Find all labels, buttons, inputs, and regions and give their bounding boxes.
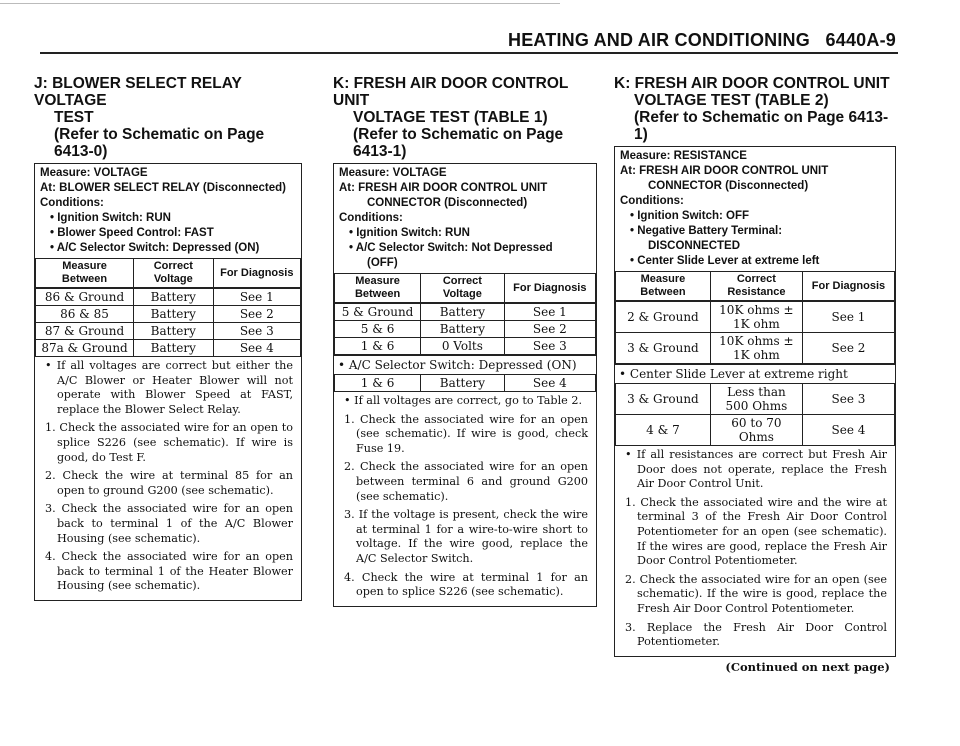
note-paragraph: • If all voltages are correct but either the A/C Blower or Heater Blower will not operate with Blower Speed at FAST, replace the Blower Select Relay. xyxy=(45,359,293,416)
note-paragraph: 2. Check the associated wire for an open between terminal 6 and ground G200 (see schematic). xyxy=(344,460,588,503)
table-row xyxy=(616,333,895,364)
section-k2-measure-block xyxy=(615,147,895,271)
measure-line: At: BLOWER SELECT RELAY (Disconnected) xyxy=(40,182,286,194)
section-k1-table-2 xyxy=(334,374,596,392)
measure-line: At: FRESH AIR DOOR CONTROL UNIT xyxy=(339,182,548,194)
note-paragraph: 3. Replace the Fresh Air Door Control Potentiometer. xyxy=(625,620,887,649)
table-cell: 1 & 6 xyxy=(335,375,421,392)
section-k1 xyxy=(333,75,597,607)
measure-line: • A/C Selector Switch: Depressed (ON) xyxy=(50,242,260,254)
table-cell: Battery xyxy=(421,321,505,338)
section-j-title xyxy=(34,75,302,160)
section-k2-condition: • Center Slide Lever at extreme right xyxy=(615,364,895,383)
section-k2-box xyxy=(614,146,896,657)
table-cell: 1 & 6 xyxy=(335,338,421,355)
table-cell: 87a & Ground xyxy=(36,340,134,357)
table-cell: See 1 xyxy=(504,303,595,321)
measure-line: • Blower Speed Control: FAST xyxy=(50,227,214,239)
note-paragraph: • If all voltages are correct, go to Table 2. xyxy=(344,394,583,407)
note-paragraph: 1. Check the associated wire and the wire at terminal 3 of the Fresh Air Door Control Potentiometer for an open (see schematic). If the wires are good, replace the Fresh Air Door Control Potentiometer. xyxy=(625,495,887,568)
table-row xyxy=(36,306,301,323)
header-rule xyxy=(40,52,898,54)
table-row xyxy=(335,303,596,321)
measure-line: CONNECTOR (Disconnected) xyxy=(367,197,528,209)
table-row xyxy=(616,384,895,415)
table-cell: Less than 500 Ohms xyxy=(710,384,802,415)
table-cell: See 4 xyxy=(213,340,300,357)
table-cell: 3 & Ground xyxy=(616,384,711,415)
table-row xyxy=(36,288,301,306)
measure-line: • Ignition Switch: RUN xyxy=(349,227,470,239)
measure-line: CONNECTOR (Disconnected) xyxy=(648,180,809,192)
measure-line: DISCONNECTED xyxy=(648,240,741,252)
measure-line: • Center Slide Lever at extreme left xyxy=(630,255,820,267)
section-k1-title xyxy=(333,75,597,160)
table-cell: 60 to 70 Ohms xyxy=(710,415,802,446)
section-k2-table xyxy=(615,271,895,364)
measure-line: Conditions: xyxy=(40,197,104,209)
table-row xyxy=(616,301,895,333)
section-k1-title-line: K: FRESH AIR DOOR CONTROL UNIT xyxy=(333,75,569,109)
section-j-title-line: TEST xyxy=(54,109,94,126)
table-row xyxy=(36,340,301,357)
note-paragraph: 3. Check the associated wire for an open back to terminal 1 of the A/C Blower Housing (see schematic). xyxy=(45,502,293,545)
table-header: Measure Between xyxy=(616,272,711,302)
table-header: For Diagnosis xyxy=(213,259,300,289)
table-cell: See 4 xyxy=(802,415,894,446)
note-paragraph: 4. Check the associated wire for an open back to terminal 1 of the Heater Blower Housing (see schematic). xyxy=(45,550,293,593)
table-cell: 5 & Ground xyxy=(335,303,421,321)
section-k1-notes xyxy=(334,392,596,606)
section-j-table xyxy=(35,258,301,357)
table-cell: Battery xyxy=(134,288,214,306)
section-k2-title-line: K: FRESH AIR DOOR CONTROL UNIT xyxy=(614,75,890,92)
table-cell: 4 & 7 xyxy=(616,415,711,446)
table-cell: See 1 xyxy=(802,301,894,333)
page-title: HEATING AND AIR CONDITIONING 6440A-9 xyxy=(508,30,896,50)
table-header: Measure Between xyxy=(36,259,134,289)
table-row xyxy=(335,321,596,338)
table-cell: 2 & Ground xyxy=(616,301,711,333)
table-cell: See 2 xyxy=(213,306,300,323)
table-cell: 86 & 85 xyxy=(36,306,134,323)
section-k2-notes xyxy=(615,446,895,656)
table-cell: See 3 xyxy=(802,384,894,415)
note-paragraph: 1. Check the associated wire for an open (see schematic). If wire is good, check Fuse 19. xyxy=(344,412,588,455)
note-paragraph: • If all resistances are correct but Fresh Air Door does not operate, replace the Fresh Air Door Control Unit. xyxy=(625,448,887,491)
section-j-notes xyxy=(35,357,301,600)
table-row xyxy=(335,338,596,355)
note-paragraph: 2. Check the associated wire for an open (see schematic). If the wire is good, replace the Fresh Air Door Control Potentiometer. xyxy=(625,572,887,615)
continued-note: (Continued on next page) xyxy=(725,659,890,674)
section-k2-title-line: VOLTAGE TEST (TABLE 2) xyxy=(634,92,829,109)
table-cell: Battery xyxy=(134,340,214,357)
table-cell: Battery xyxy=(134,306,214,323)
table-cell: 10K ohms ± 1K ohm xyxy=(710,301,802,333)
measure-line: • A/C Selector Switch: Not Depressed xyxy=(349,242,553,254)
section-j-title-line: (Refer to Schematic on Page 6413-0) xyxy=(54,126,265,160)
table-row xyxy=(335,375,596,392)
scan-artifact-line xyxy=(0,3,560,4)
section-k1-title-line: (Refer to Schematic on Page 6413-1) xyxy=(353,126,564,160)
section-j-measure-block xyxy=(35,164,301,258)
page-header xyxy=(0,0,960,60)
measure-line: • Ignition Switch: OFF xyxy=(630,210,750,222)
measure-line: (OFF) xyxy=(367,257,398,269)
table-header: For Diagnosis xyxy=(802,272,894,302)
measure-line: Conditions: xyxy=(339,212,403,224)
table-cell: See 2 xyxy=(504,321,595,338)
section-k1-measure-block xyxy=(334,164,596,273)
section-k2-title xyxy=(614,75,896,143)
note-paragraph: 2. Check the wire at terminal 85 for an open to ground G200 (see schematic). xyxy=(45,469,293,497)
table-cell: 10K ohms ± 1K ohm xyxy=(710,333,802,364)
section-k2-table-2 xyxy=(615,383,895,446)
table-cell: See 1 xyxy=(213,288,300,306)
measure-line: • Negative Battery Terminal: xyxy=(630,225,783,237)
measure-line: Measure: RESISTANCE xyxy=(620,150,747,162)
note-paragraph: 3. If the voltage is present, check the wire at terminal 1 for a wire-to-wire short to voltage. If the wire good, replace the A/C Selector Switch. xyxy=(344,508,588,565)
table-cell: 5 & 6 xyxy=(335,321,421,338)
section-k1-condition: • A/C Selector Switch: Depressed (ON) xyxy=(334,355,596,374)
table-header: Correct Resistance xyxy=(710,272,802,302)
table-cell: 0 Volts xyxy=(421,338,505,355)
table-row xyxy=(616,415,895,446)
table-cell: 86 & Ground xyxy=(36,288,134,306)
table-header: Correct Voltage xyxy=(134,259,214,289)
measure-line: • Ignition Switch: RUN xyxy=(50,212,171,224)
table-cell: See 2 xyxy=(802,333,894,364)
section-k2 xyxy=(614,75,896,674)
section-k1-table xyxy=(334,273,596,355)
table-cell: Battery xyxy=(421,375,505,392)
section-k2-title-line: (Refer to Schematic on Page 6413-1) xyxy=(634,109,889,143)
note-paragraph: 1. Check the associated wire for an open to splice S226 (see schematic). If wire is good, do Test F. xyxy=(45,421,293,464)
section-k1-box xyxy=(333,163,597,607)
section-k1-title-line: VOLTAGE TEST (TABLE 1) xyxy=(353,109,548,126)
measure-line: At: FRESH AIR DOOR CONTROL UNIT xyxy=(620,165,829,177)
table-cell: 3 & Ground xyxy=(616,333,711,364)
table-header: Correct Voltage xyxy=(421,274,505,304)
table-cell: 87 & Ground xyxy=(36,323,134,340)
table-cell: See 4 xyxy=(504,375,595,392)
section-j-box xyxy=(34,163,302,601)
table-cell: Battery xyxy=(134,323,214,340)
table-cell: See 3 xyxy=(213,323,300,340)
table-row xyxy=(36,323,301,340)
table-cell: See 3 xyxy=(504,338,595,355)
table-cell: Battery xyxy=(421,303,505,321)
measure-line: Measure: VOLTAGE xyxy=(339,167,447,179)
section-j xyxy=(34,75,302,601)
table-header: Measure Between xyxy=(335,274,421,304)
section-j-title-line: J: BLOWER SELECT RELAY VOLTAGE xyxy=(34,75,242,109)
measure-line: Conditions: xyxy=(620,195,684,207)
table-header: For Diagnosis xyxy=(504,274,595,304)
note-paragraph: 4. Check the wire at terminal 1 for an open to splice S226 (see schematic). xyxy=(344,570,588,599)
measure-line: Measure: VOLTAGE xyxy=(40,167,148,179)
